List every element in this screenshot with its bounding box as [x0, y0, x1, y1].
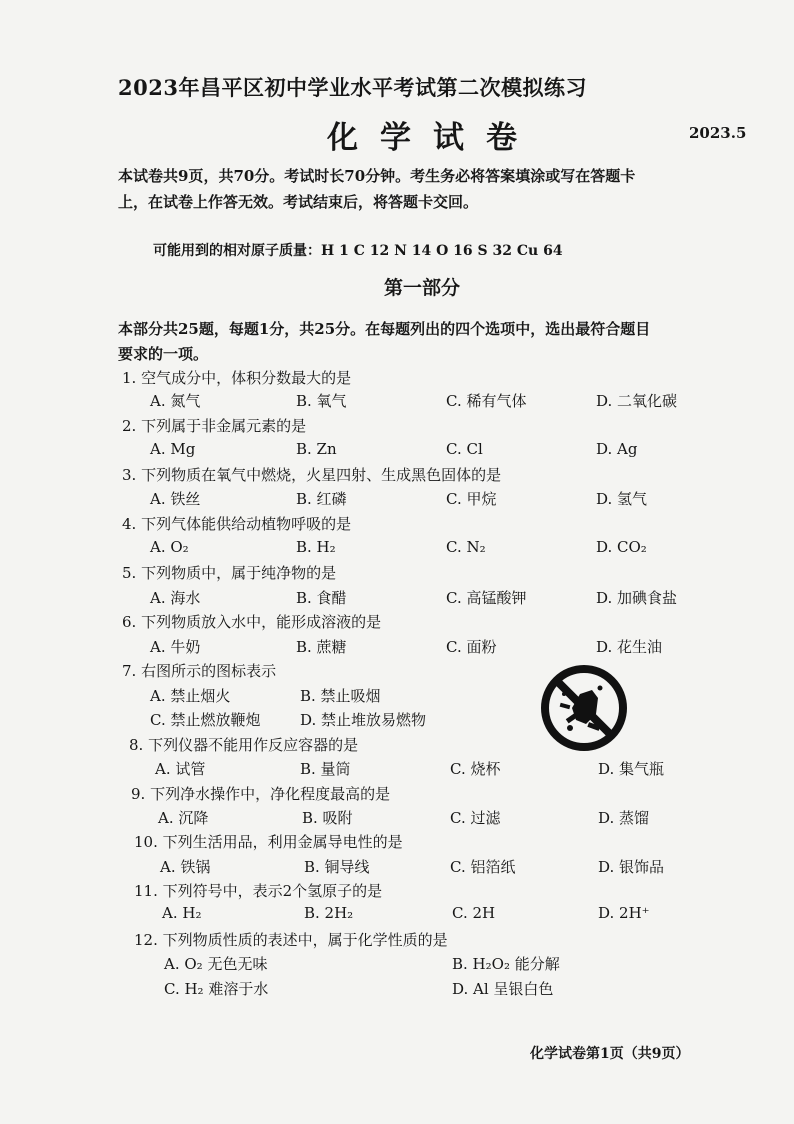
question-option: B. 蔗糖 — [296, 638, 347, 656]
question-option: A. Mg — [150, 440, 196, 458]
question-option: D. 集气瓶 — [598, 760, 665, 778]
page-footer: 化学试卷第1页（共9页） — [530, 1046, 690, 1062]
question-option: D. 蒸馏 — [598, 809, 650, 827]
question-option: C. 过滤 — [450, 809, 501, 827]
question-option: D. 氢气 — [596, 490, 648, 508]
question-option: C. Cl — [446, 440, 483, 458]
question-option: C. 烧杯 — [450, 760, 501, 778]
question-stem: 3. 下列物质在氧气中燃烧，火星四射、生成黑色固体的是 — [122, 466, 502, 484]
question-stem: 12. 下列物质性质的表述中，属于化学性质的是 — [134, 931, 448, 949]
question-option: A. O₂ 无色无味 — [164, 955, 268, 973]
question-stem: 7. 右图所示的图标表示 — [122, 662, 277, 680]
question-stem: 9. 下列净水操作中，净化程度最高的是 — [131, 785, 391, 803]
question-option: C. H₂ 难溶于水 — [164, 980, 269, 998]
question-stem: 2. 下列属于非金属元素的是 — [122, 417, 307, 435]
question-option: B. H₂ — [296, 538, 336, 556]
question-option: B. 吸附 — [302, 809, 353, 827]
notice-line-1: 本试卷共9页，共70分。考试时长70分钟。考生务必将答案填涂或写在答题卡 — [118, 167, 636, 185]
question-option: B. 食醋 — [296, 589, 347, 607]
question-option: A. 海水 — [150, 589, 201, 607]
question-option: B. 2H₂ — [304, 904, 354, 922]
question-option: C. 面粉 — [446, 638, 497, 656]
question-option: D. 二氧化碳 — [596, 392, 678, 410]
no-fireworks-icon — [540, 664, 628, 752]
question-option: D. 加碘食盐 — [596, 589, 678, 607]
notice-line-2: 上，在试卷上作答无效。考试结束后，将答题卡交回。 — [118, 193, 479, 211]
question-option: C. 稀有气体 — [446, 392, 527, 410]
question-option: B. H₂O₂ 能分解 — [452, 955, 560, 973]
question-option: C. 高锰酸钾 — [446, 589, 527, 607]
part-intro-line-2: 要求的一项。 — [118, 345, 209, 363]
subject-title: 化学试卷 — [327, 120, 539, 156]
question-stem: 1. 空气成分中，体积分数最大的是 — [122, 369, 352, 387]
question-option: D. 银饰品 — [598, 858, 665, 876]
exam-title: 2023年昌平区初中学业水平考试第二次模拟练习 — [118, 75, 587, 100]
question-option: A. 禁止烟火 — [150, 687, 231, 705]
question-option: B. 铜导线 — [304, 858, 370, 876]
question-option: D. Al 呈银白色 — [452, 980, 554, 998]
question-option: D. Ag — [596, 440, 638, 458]
question-option: C. 2H — [452, 904, 496, 922]
question-stem: 11. 下列符号中，表示2个氢原子的是 — [134, 882, 383, 900]
question-option: B. Zn — [296, 440, 337, 458]
part-title: 第一部分 — [384, 277, 461, 299]
question-stem: 8. 下列仪器不能用作反应容器的是 — [129, 736, 359, 754]
question-option: B. 禁止吸烟 — [300, 687, 381, 705]
question-stem: 5. 下列物质中，属于纯净物的是 — [122, 564, 337, 582]
question-stem: 4. 下列气体能供给动植物呼吸的是 — [122, 515, 352, 533]
question-option: D. 2H⁺ — [598, 904, 650, 922]
question-option: A. 牛奶 — [150, 638, 201, 656]
atomic-masses: 可能用到的相对原子质量：H 1 C 12 N 14 O 16 S 32 Cu 64 — [153, 243, 563, 259]
question-option: A. 试管 — [155, 760, 206, 778]
question-option: B. 量筒 — [300, 760, 351, 778]
question-option: C. 甲烷 — [446, 490, 497, 508]
question-option: A. 铁锅 — [160, 858, 211, 876]
question-option: B. 红磷 — [296, 490, 347, 508]
question-option: C. 禁止燃放鞭炮 — [150, 711, 261, 729]
part-intro-line-1: 本部分共25题，每题1分，共25分。在每题列出的四个选项中，选出最符合题目 — [118, 320, 651, 338]
question-option: A. 沉降 — [158, 809, 209, 827]
question-option: A. 铁丝 — [150, 490, 201, 508]
question-option: A. H₂ — [162, 904, 202, 922]
question-option: D. CO₂ — [596, 538, 647, 556]
question-option: B. 氧气 — [296, 392, 347, 410]
question-option: D. 禁止堆放易燃物 — [300, 711, 427, 729]
question-option: C. 铝箔纸 — [450, 858, 516, 876]
question-stem: 6. 下列物质放入水中，能形成溶液的是 — [122, 613, 382, 631]
question-stem: 10. 下列生活用品，利用金属导电性的是 — [134, 833, 403, 851]
exam-date: 2023.5 — [689, 124, 747, 142]
question-option: A. 氮气 — [150, 392, 201, 410]
question-option: D. 花生油 — [596, 638, 663, 656]
question-option: C. N₂ — [446, 538, 486, 556]
question-option: A. O₂ — [150, 538, 189, 556]
